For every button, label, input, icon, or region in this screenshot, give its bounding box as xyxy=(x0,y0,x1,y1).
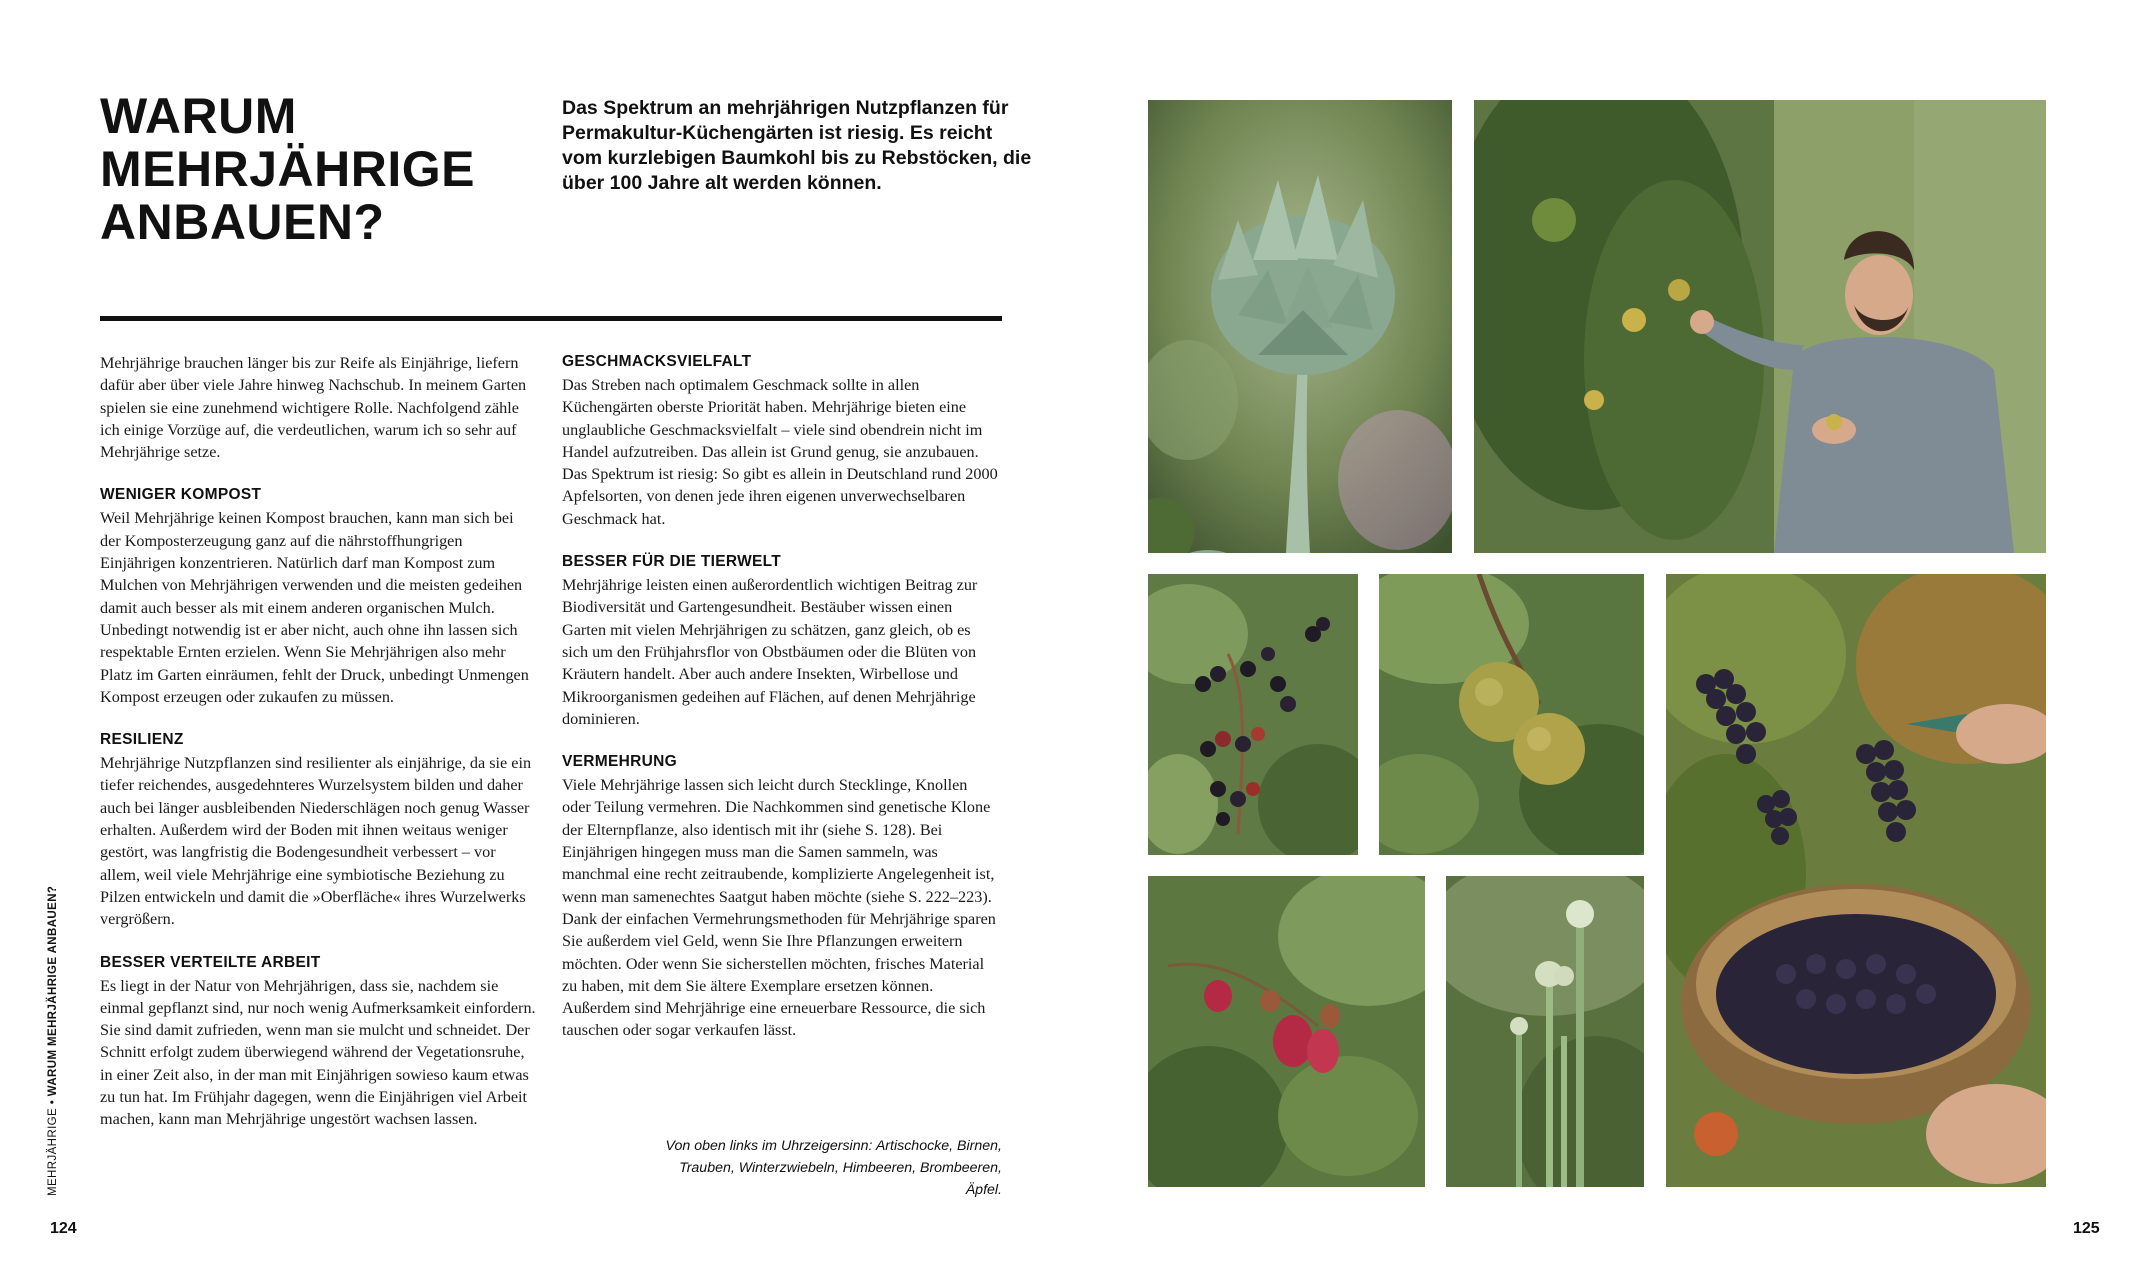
photo-artichoke xyxy=(1148,100,1452,553)
section-text: Das Streben nach optimalem Geschmack sollte in allen Küchengärten oberste Priorität haben. Mehrjährige bieten eine unglaubliche Geschmacksvielfalt – viele sind obendrein nicht im Handel aufzutreiben. Das allein ist Grund genug, sie anzubauen. Das Spektrum ist riesig: So gibt es allein in Deutschland rund 2000 Apfelsorten, von denen jede ihren eigenen unverwechselbaren Geschmack hat. xyxy=(562,376,998,528)
section-text: Viele Mehrjährige lassen sich leicht durch Stecklinge, Knollen oder Teilung vermehren. Die Nachkommen sind genetische Klone der Elternpflanze, also identisch mit ihr (siehe S. 128). Bei Einjährigen hingegen muss man die Samen sammeln, was manchmal eine recht zeitraubende, komplizierte Angelegenheit ist, wenn man samenechtes Saatgut haben möchte (siehe S. 222–223). Dank der einfachen Vermehrungsmethoden für Mehrjährige sparen Sie außerdem viel Geld, wenn Sie Ihre Pflanzungen erweitern möchten. Oder wenn Sie sicherstellen möchten, frisches Material zu haben, mit dem Sie ältere Exemplare ersetzen können. Außerdem sind Mehrjährige eine erneuerbare Ressource, die sich tauschen oder sogar verkaufen lässt. xyxy=(562,776,996,1040)
section-heading: BESSER FÜR DIE TIERWELT xyxy=(562,553,782,571)
section-text: Weil Mehrjährige keinen Kompost brauchen, kann man sich bei der Komposterzeugung ganz auf die nährstoffhungrigen Einjährigen konzentrieren. Natürlich darf man Kompost zum Mulchen von Mehrjährigen verwenden und die meisten gedeihen damit auch besser als mit einem anderen organischen Mulch. Unbedingt notwendig ist er aber nicht, auch ohne ihn lassen sich respektable Ernten erzielen. Wenn Sie Mehrjährigen also mehr Platz im Garten einräumen, fehlt der Druck, unbedingt Unmengen Kompost erzeugen oder zukaufen zu müssen. xyxy=(100,509,529,706)
text-column-right xyxy=(562,352,998,1042)
title-line: WARUM xyxy=(100,88,297,144)
heading-rule xyxy=(100,316,1002,321)
lead-paragraph: Mehrjährige brauchen länger bis zur Reife als Einjährige, liefern dafür aber über viele Jahre hinweg Nachschub. In meinem Garten spielen sie eine zunehmend wichtigere Rolle. Nachfolgend zähle ich einige Vorzüge auf, die verdeutlichen, warum ich so sehr auf Mehrjährige setze. xyxy=(100,354,527,462)
photo-apples xyxy=(1379,574,1644,855)
photo-grapes xyxy=(1666,574,2046,1187)
running-head-separator: • xyxy=(47,1096,59,1108)
photo-blackberries xyxy=(1148,574,1358,855)
intro-text: Das Spektrum an mehrjährigen Nutzpflanzen für Permakultur-Küchengärten ist riesig. Es reicht vom kurzlebigen Baumkohl bis zu Rebstöcken, die über 100 Jahre alt werden können. xyxy=(562,97,1032,194)
photo-caption: Von oben links im Uhrzeigersinn: Artischocke, Birnen, Trauben, Winterzwiebeln, Himbeeren, Brombeeren, Äpfel. xyxy=(665,1138,1002,1198)
title-line: ANBAUEN? xyxy=(100,194,385,250)
running-head xyxy=(47,866,59,1196)
section-heading: RESILIENZ xyxy=(100,731,184,749)
photo-winter-onions xyxy=(1446,876,1644,1187)
title-line: MEHRJÄHRIGE xyxy=(100,141,475,197)
section-text: Mehrjährige leisten einen außerordentlich wichtigen Beitrag zur Biodiversität und Gartengesundheit. Bestäuber wissen einen Garten mit vielen Mehrjährigen zu schätzen, ganz gleich, ob es sich um den Frühjahrsflor von Obstbäumen oder die Blüten von Kräutern handelt. Aber auch andere Insekten, Wirbellose und Mikroorganismen gedeihen auf Flächen, auf denen Mehrjährige dominieren. xyxy=(562,576,978,728)
section-heading: WENIGER KOMPOST xyxy=(100,486,262,504)
section-heading: GESCHMACKSVIELFALT xyxy=(562,353,752,370)
photo-pears xyxy=(1474,100,2046,553)
section-heading: BESSER VERTEILTE ARBEIT xyxy=(100,953,321,971)
section-heading: VERMEHRUNG xyxy=(562,753,677,771)
running-head-section: MEHRJÄHRIGE xyxy=(47,1107,59,1196)
page-title xyxy=(100,90,540,249)
text-column-left xyxy=(100,352,536,1131)
section-text: Mehrjährige Nutzpflanzen sind resilienter als einjährige, da sie ein tiefer reichendes, ausgedehnteres Wurzelsystem bilden und daher auch bei länger ausbleibenden Niederschlägen noch genug Wasser erhalten. Außerdem wird der Boden mit ihnen weitaus weniger gestört, was langfristig die Bodengesundheit verbessert – vor allem, weil viele Mehrjährige eine symbiotische Beziehung zu Pilzen entwickeln und damit die »Oberfläche« ihres Wurzelwerks vergrößern. xyxy=(100,754,532,929)
running-head-title: WARUM MEHRJÄHRIGE ANBAUEN? xyxy=(47,885,59,1097)
photo-raspberries xyxy=(1148,876,1425,1187)
page-number-right: 125 xyxy=(2073,1220,2100,1237)
page-number-left: 124 xyxy=(50,1220,77,1237)
section-text: Es liegt in der Natur von Mehrjährigen, dass sie, nachdem sie einmal gepflanzt sind, nur noch wenig Aufmerksamkeit einfordern. Sie sind damit zufrieden, wenn man sie mulcht und schneidet. Der Schnitt erfolgt zudem überwiegend während der Vegetationsruhe, in einer Zeit also, in der man mit Einjährigen sowieso kaum etwas zu tun hat. Im Frühjahr dagegen, wenn die Einjährigen viel Arbeit machen, kann man Mehrjährige ungestört wachsen lassen. xyxy=(100,976,536,1129)
